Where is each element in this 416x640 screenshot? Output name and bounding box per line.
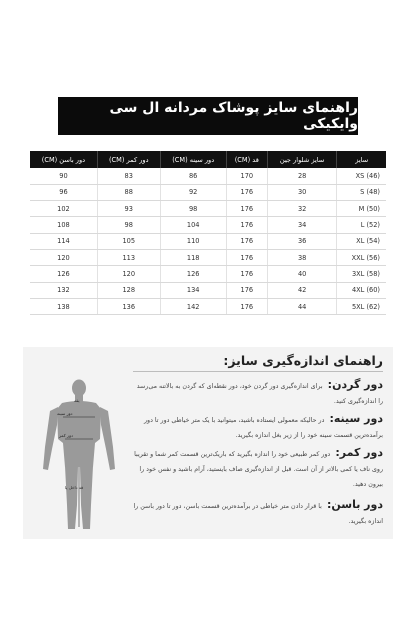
table-row <box>30 249 386 265</box>
table-cell: 176 <box>226 282 267 298</box>
guide-term-chest: دور سینه: <box>329 412 383 425</box>
table-cell: 44 <box>267 298 337 314</box>
table-row <box>30 233 386 249</box>
header-size: سایز <box>337 151 386 168</box>
table-cell: 138 <box>30 298 97 314</box>
table-cell: 136 <box>97 298 160 314</box>
table-cell: 92 <box>160 184 226 200</box>
table-cell: 118 <box>160 249 226 265</box>
table-cell: 3XL (58) <box>337 266 386 282</box>
table-cell: 132 <box>30 282 97 298</box>
table-cell: 110 <box>160 233 226 249</box>
table-row <box>30 201 386 217</box>
measurement-guide-panel <box>23 347 393 539</box>
table-cell: 120 <box>30 249 97 265</box>
table-cell: 96 <box>30 184 97 200</box>
header-height: قد (CM) <box>226 151 267 168</box>
table-cell: 86 <box>160 168 226 184</box>
table-cell: 176 <box>226 233 267 249</box>
guide-item-hip <box>133 497 383 527</box>
figure-label-neck: یقه <box>74 398 80 403</box>
guide-item-neck <box>133 377 383 407</box>
table-cell: 32 <box>267 201 337 217</box>
table-cell: 170 <box>226 168 267 184</box>
header-waist: دور کمر (CM) <box>97 151 160 168</box>
figure-label-chest: دور سینه <box>57 411 73 416</box>
table-cell: 176 <box>226 184 267 200</box>
figure-label-waist: دور کمر <box>59 433 73 438</box>
guide-term-neck: دور گردن: <box>327 378 383 391</box>
guide-term-waist: دور کمر: <box>335 446 383 459</box>
table-cell: XXL (56) <box>337 249 386 265</box>
guide-heading: راهنمای اندازه‌گیری سایز: <box>223 353 383 368</box>
table-cell: XL (54) <box>337 233 386 249</box>
table-cell: 28 <box>267 168 337 184</box>
table-cell: S (48) <box>337 184 386 200</box>
table-cell: 126 <box>160 266 226 282</box>
table-cell: 176 <box>226 298 267 314</box>
table-header-row <box>30 151 386 168</box>
table-row <box>30 298 386 314</box>
table-cell: 114 <box>30 233 97 249</box>
body-figure-icon <box>29 377 129 537</box>
figure-label-inseam: قد داخل پا <box>65 485 84 490</box>
table-cell: 30 <box>267 184 337 200</box>
table-cell: 176 <box>226 201 267 217</box>
guide-desc-chest: در حالیکه معمولی ایستاده باشید، میتوانید با یک متر خیاطی دور تا دور برآمده‌ترین قسمت سینه خود را از زیر بغل اندازه بگیرید. <box>143 417 383 439</box>
table-cell: 134 <box>160 282 226 298</box>
guide-term-hip: دور باسن: <box>326 498 383 511</box>
table-cell: 120 <box>97 266 160 282</box>
table-cell: 88 <box>97 184 160 200</box>
table-cell: 176 <box>226 266 267 282</box>
table-body <box>30 168 386 315</box>
table-cell: 98 <box>97 217 160 233</box>
table-cell: 176 <box>226 217 267 233</box>
table-cell: 93 <box>97 201 160 217</box>
header-jeans-size: سایز شلوار جین <box>267 151 337 168</box>
table-cell: 142 <box>160 298 226 314</box>
table-row <box>30 184 386 200</box>
table-cell: 42 <box>267 282 337 298</box>
table-cell: 90 <box>30 168 97 184</box>
table-cell: 176 <box>226 249 267 265</box>
table-cell: 34 <box>267 217 337 233</box>
page-title: راهنمای سایز پوشاک مردانه ال سی وایکیکی <box>58 97 358 135</box>
table-row <box>30 168 386 184</box>
table-cell: 104 <box>160 217 226 233</box>
table-cell: 105 <box>97 233 160 249</box>
table-cell: 83 <box>97 168 160 184</box>
table-cell: 4XL (60) <box>337 282 386 298</box>
table-cell: M (50) <box>337 201 386 217</box>
table-row <box>30 266 386 282</box>
table-cell: 40 <box>267 266 337 282</box>
table-cell: 113 <box>97 249 160 265</box>
table-cell: 128 <box>97 282 160 298</box>
table-row <box>30 282 386 298</box>
table-row <box>30 217 386 233</box>
table-cell: XS (46) <box>337 168 386 184</box>
table-cell: 108 <box>30 217 97 233</box>
table-cell: 38 <box>267 249 337 265</box>
table-cell: 5XL (62) <box>337 298 386 314</box>
table-cell: 126 <box>30 266 97 282</box>
guide-desc-neck: برای اندازه‌گیری دور گردن خود، دور نقطه‌ای که گردن به بالاتنه می‌رسد را اندازه‌گیری کنید. <box>136 383 383 405</box>
header-chest: دور سینه (CM) <box>160 151 226 168</box>
heading-divider <box>133 371 383 372</box>
guide-item-waist <box>133 445 383 490</box>
table-cell: 98 <box>160 201 226 217</box>
guide-item-chest <box>133 411 383 441</box>
header-hip: دور باسن (CM) <box>30 151 97 168</box>
guide-desc-waist: دور کمر طبیعی خود را اندازه بگیرید که باریک‌ترین قسمت کمر شما و تقریبا روی ناف یا کمی بالاتر از آن است. قبل از اندازه‌گیری صاف بایستید، آرام باشید و نفس خود را بیرون دهید. <box>134 451 383 488</box>
size-chart-table <box>30 151 386 315</box>
table-cell: L (52) <box>337 217 386 233</box>
table-cell: 36 <box>267 233 337 249</box>
guide-desc-hip: با قرار دادن متر خیاطی در برآمده‌ترین قسمت باسن، دور تا دور باسن را اندازه بگیرید. <box>133 503 383 525</box>
table-cell: 102 <box>30 201 97 217</box>
